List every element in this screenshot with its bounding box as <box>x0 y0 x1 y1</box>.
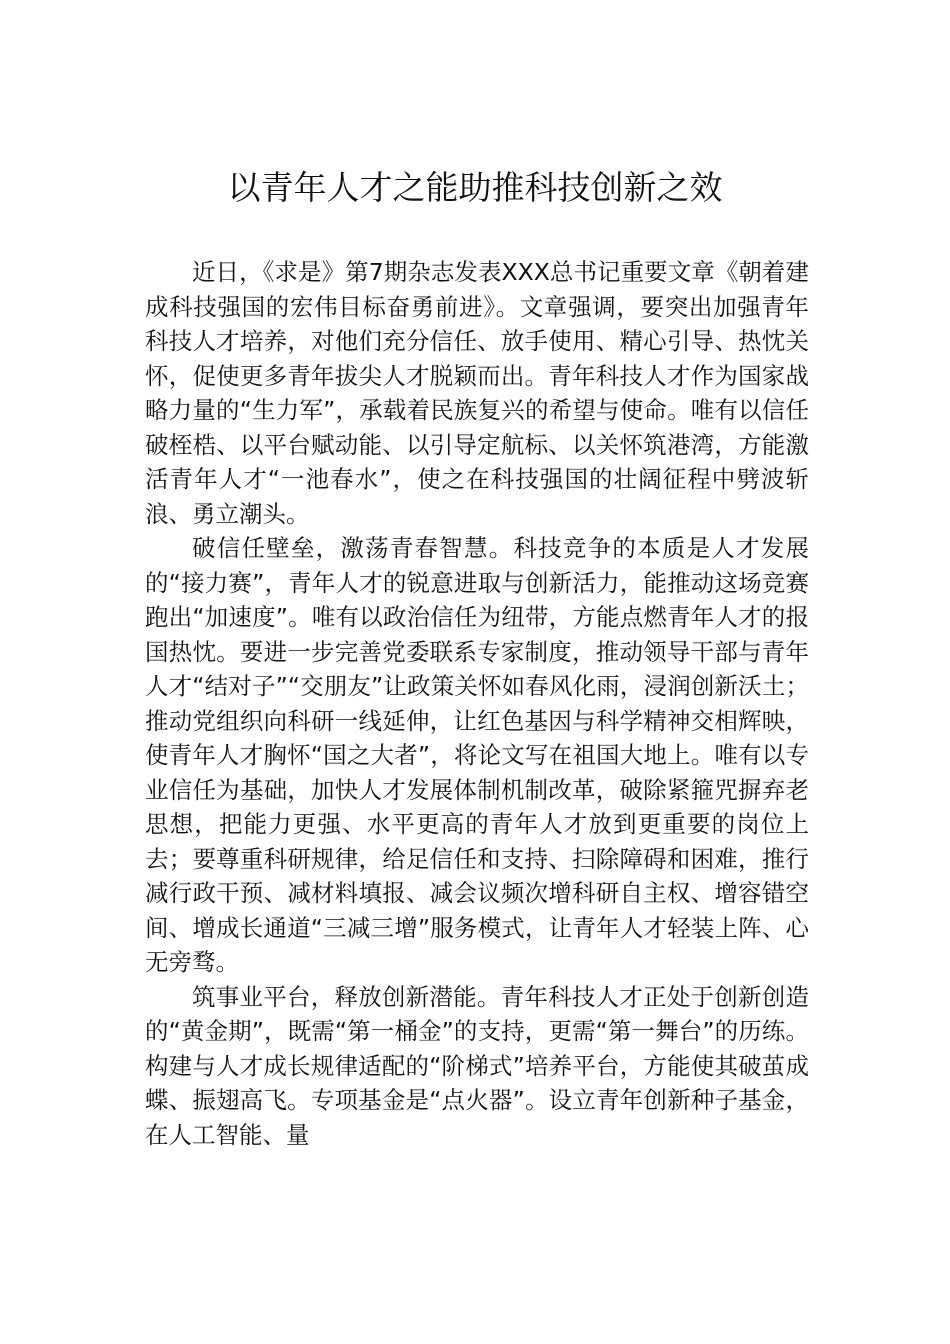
paragraph-2: 破信任壁垒，激荡青春智慧。科技竞争的本质是人才发展的“接力赛”，青年人才的锐意进取与创新活力，能推动这场竞赛跑出“加速度”。唯有以政治信任为纽带，方能点燃青年人才的报国热忱。要进一步完善党委联系专家制度，推动领导干部与青年人才“结对子”“交朋友”让政策关怀如春风化雨，浸润创新沃土；推动党组织向科研一线延伸，让红色基因与科学精神交相辉映，使青年人才胸怀“国之大者”，将论文写在祖国大地上。唯有以专业信任为基础，加快人才发展体制机制改革，破除紧箍咒摒弃老思想，把能力更强、水平更高的青年人才放到更重要的岗位上去；要尊重科研规律，给足信任和支持、扫除障碍和困难，推行减行政干预、减材料填报、减会议频次增科研自主权、增容错空间、增成长通道“三减三增”服务模式，让青年人才轻装上阵、心无旁骛。 <box>145 534 809 976</box>
document-body <box>145 255 809 1152</box>
document-title: 以青年人才之能助推科技创新之效 <box>227 168 723 207</box>
paragraph-3: 筑事业平台，释放创新潜能。青年科技人才正处于创新创造的“黄金期”，既需“第一桶金”的支持，更需“第一舞台”的历练。构建与人才成长规律适配的“阶梯式”培养平台，方能使其破茧成蝶、振翅高飞。专项基金是“点火器”。设立青年创新种子基金，在人工智能、量 <box>145 982 809 1149</box>
paragraph-1: 近日，《求是》第7期杂志发表XXX总书记重要文章《朝着建成科技强国的宏伟目标奋勇前进》。文章强调，要突出加强青年科技人才培养，对他们充分信任、放手使用、精心引导、热忱关怀，促使更多青年拔尖人才脱颖而出。青年科技人才作为国家战略力量的“生力军”，承载着民族复兴的希望与使命。唯有以信任破桎梏、以平台赋动能、以引导定航标、以关怀筑港湾，方能激活青年人才“一池春水”，使之在科技强国的壮阔征程中劈波斩浪、勇立潮头。 <box>145 258 809 528</box>
